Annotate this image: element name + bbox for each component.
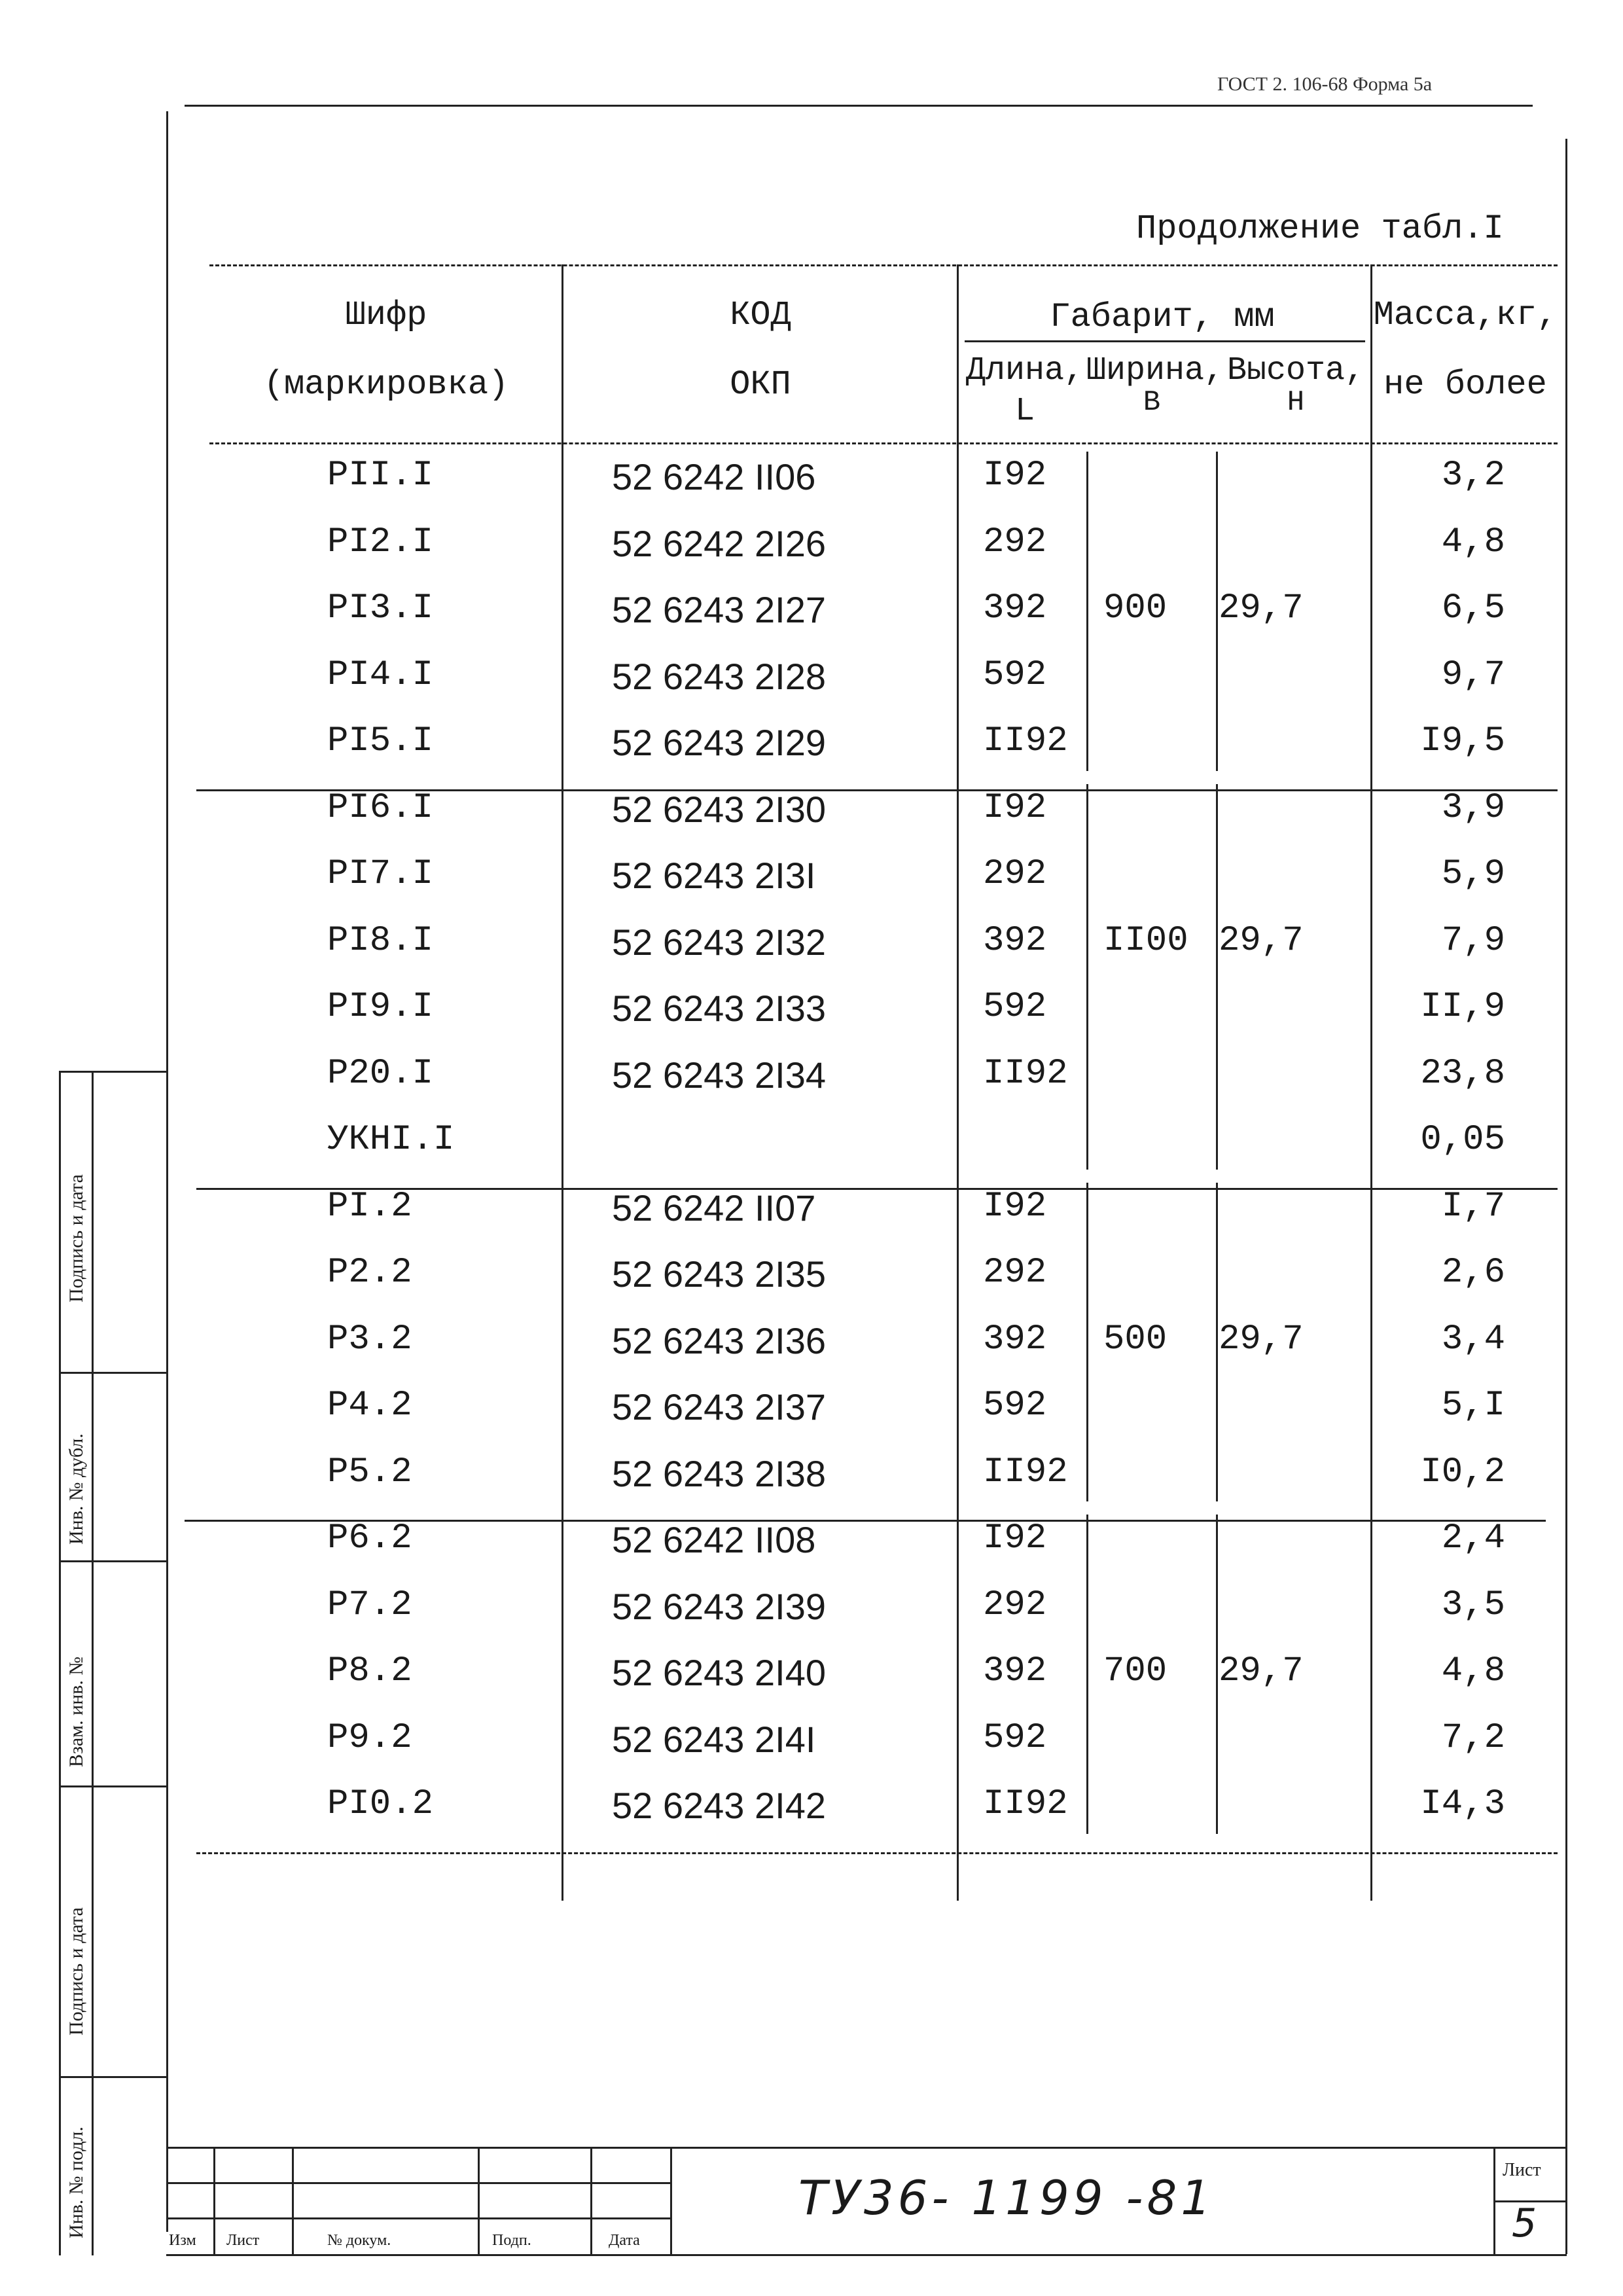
cell-mass: 3,4	[1441, 1319, 1505, 1359]
stamp-label-signature: Подп.	[492, 2232, 531, 2249]
cell-mass: I,7	[1441, 1186, 1505, 1227]
group-separator-line	[196, 1188, 1558, 1190]
col-sep-length-width	[1086, 1183, 1088, 1502]
cell-mass: 5,9	[1441, 854, 1505, 894]
cell-code: PI.2	[327, 1186, 412, 1227]
cell-code: PI6.I	[327, 787, 434, 828]
cell-mass: I0,2	[1420, 1452, 1505, 1492]
side-label-original-inv: Инв. № подл.	[65, 2126, 87, 2238]
cell-mass: 4,8	[1441, 1651, 1505, 1691]
tb-col-5	[670, 2147, 672, 2254]
cell-length: 392	[983, 1319, 1047, 1359]
col-sep-mass	[1370, 264, 1372, 1901]
side-label-signature-date-2: Подпись и дата	[65, 1907, 87, 2036]
cell-code: P6.2	[327, 1518, 412, 1558]
cell-code: P3.2	[327, 1319, 412, 1359]
cell-length: I92	[983, 1186, 1047, 1227]
header-length-symbol: L	[1014, 393, 1035, 430]
cell-length: II92	[983, 1784, 1068, 1824]
header-height: Высота,	[1226, 352, 1365, 389]
cell-length: 592	[983, 1386, 1047, 1426]
cell-okp: 52 6243 2I3I	[612, 855, 816, 896]
cell-mass: 5,I	[1441, 1386, 1505, 1426]
cell-mass: II,9	[1420, 987, 1505, 1027]
tb-col-2	[292, 2147, 294, 2254]
cell-mass: 7,2	[1441, 1717, 1505, 1758]
cell-code: PI9.I	[327, 987, 434, 1027]
header-width-symbol: B	[1143, 386, 1161, 419]
cell-code: PI4.I	[327, 655, 434, 695]
side-label-signature-date-1: Подпись и дата	[65, 1174, 87, 1302]
cell-okp: 52 6242 II06	[612, 456, 816, 497]
cell-okp: 52 6242 2I26	[612, 522, 826, 564]
cell-mass: 7,9	[1441, 920, 1505, 961]
document-code: ТУ36- 1199 -81	[798, 2170, 1215, 2225]
header-mass-line2: не более	[1383, 365, 1547, 404]
col-sep-length-width	[1086, 452, 1088, 771]
cell-okp: 52 6243 2I4I	[612, 1718, 816, 1760]
header-height-symbol: H	[1287, 386, 1305, 419]
side-label-duplicate-inv: Инв. № дубл.	[65, 1433, 87, 1545]
cell-code: P20.I	[327, 1053, 434, 1094]
cell-mass: 3,9	[1441, 787, 1505, 828]
group-height: 29,7	[1219, 920, 1304, 961]
tb-col-3	[478, 2147, 480, 2254]
header-bottom-line	[209, 442, 1558, 444]
cell-code: P7.2	[327, 1585, 412, 1625]
frame-left-line	[166, 111, 168, 2232]
title-block-row-line-2	[166, 2217, 670, 2219]
stamp-label-change: Изм	[169, 2232, 196, 2249]
cell-length: I92	[983, 456, 1047, 495]
stamp-label-date: Дата	[609, 2232, 640, 2249]
cell-okp: 52 6243 2I33	[612, 988, 826, 1029]
cell-mass: 3,2	[1441, 456, 1505, 495]
frame-bottom-line	[166, 2254, 1567, 2256]
cell-code: PI0.2	[327, 1784, 434, 1824]
header-okp-line2: ОКП	[730, 365, 791, 404]
cell-code: PI3.I	[327, 588, 434, 628]
col-sep-length-width	[1086, 1515, 1088, 1834]
col-sep-width-height	[1216, 1183, 1218, 1502]
col-sep-length-width	[1086, 784, 1088, 1170]
tb-col-4	[590, 2147, 592, 2254]
group-height: 29,7	[1219, 1319, 1304, 1359]
cell-okp: 52 6243 2I39	[612, 1585, 826, 1627]
cell-mass: 4,8	[1441, 522, 1505, 562]
cell-code: P5.2	[327, 1452, 412, 1492]
cell-length: II92	[983, 721, 1068, 761]
header-length: Длина,	[965, 352, 1084, 389]
header-code-line1: Шифр	[345, 296, 427, 334]
cell-mass: I4,3	[1420, 1784, 1505, 1824]
group-separator-line	[185, 1520, 1546, 1522]
cell-okp: 52 6243 2I27	[612, 589, 826, 630]
cell-length: 392	[983, 588, 1047, 628]
cell-okp: 52 6243 2I35	[612, 1253, 826, 1295]
cell-length: 292	[983, 522, 1047, 562]
cell-okp: 52 6243 2I34	[612, 1054, 826, 1096]
cell-code: PI7.I	[327, 854, 434, 894]
cell-code: PI2.I	[327, 522, 434, 562]
cell-okp: 52 6243 2I38	[612, 1452, 826, 1494]
cell-code: P4.2	[327, 1386, 412, 1426]
col-sep-width-height	[1216, 1515, 1218, 1834]
cell-length: 392	[983, 920, 1047, 961]
form-header: ГОСТ 2. 106-68 Форма 5а	[1217, 73, 1433, 95]
cell-okp: 52 6242 II07	[612, 1187, 816, 1229]
group-height: 29,7	[1219, 588, 1304, 628]
cell-mass: 2,6	[1441, 1253, 1505, 1293]
cell-code: PII.I	[327, 456, 434, 495]
title-block-row-line-1	[166, 2182, 670, 2184]
frame-top-line	[185, 105, 1533, 107]
header-okp-line1: КОД	[730, 296, 791, 334]
table-top-line	[209, 264, 1558, 266]
col-sep-width-height	[1216, 452, 1218, 771]
group-separator-line	[196, 1852, 1558, 1854]
cell-length: II92	[983, 1452, 1068, 1492]
group-separator-line	[196, 789, 1558, 791]
cell-okp: 52 6243 2I36	[612, 1319, 826, 1361]
cell-length: I92	[983, 1518, 1047, 1558]
side-stamp-line-3	[59, 1560, 166, 1562]
cell-mass: 0,05	[1420, 1120, 1505, 1160]
cell-code: PI8.I	[327, 920, 434, 961]
title-block-top-line	[166, 2147, 1567, 2149]
side-stamp-line-2	[59, 1372, 166, 1374]
cell-okp: 52 6242 II08	[612, 1519, 816, 1560]
cell-mass: 23,8	[1420, 1053, 1505, 1094]
stamp-label-doc-number: № докум.	[327, 2232, 391, 2249]
group-width: II00	[1103, 920, 1188, 961]
cell-code: PI5.I	[327, 721, 434, 761]
cell-length: 592	[983, 1717, 1047, 1758]
side-stamp-line-1	[59, 1071, 166, 1073]
cell-length: 292	[983, 1253, 1047, 1293]
cell-code: УКНI.I	[327, 1120, 455, 1160]
col-sep-okp	[957, 264, 959, 1901]
cell-okp: 52 6243 2I42	[612, 1785, 826, 1826]
dimensions-underline	[965, 340, 1365, 342]
cell-mass: 2,4	[1441, 1518, 1505, 1558]
cell-code: P9.2	[327, 1717, 412, 1758]
cell-mass: 3,5	[1441, 1585, 1505, 1625]
cell-length: 392	[983, 1651, 1047, 1691]
header-mass-line1: Масса,кг,	[1373, 296, 1558, 334]
continuation-title: Продолжение табл.I	[1136, 209, 1504, 248]
col-sep-code	[562, 264, 563, 1901]
side-stamp-line-4	[59, 1785, 166, 1787]
tb-col-1	[213, 2147, 215, 2254]
cell-okp: 52 6243 2I30	[612, 788, 826, 830]
header-width: Ширина,	[1086, 352, 1224, 389]
sheet-label: Лист	[1503, 2160, 1541, 2180]
cell-length: 292	[983, 1585, 1047, 1625]
cell-length: II92	[983, 1053, 1068, 1094]
side-stamp-line-5	[59, 2076, 166, 2078]
cell-code: P8.2	[327, 1651, 412, 1691]
stamp-label-sheet: Лист	[226, 2232, 260, 2249]
side-label-replace-inv: Взам. инв. №	[65, 1656, 87, 1767]
sheet-number: 5	[1512, 2200, 1537, 2246]
frame-right-line	[1565, 139, 1567, 2254]
cell-mass: 9,7	[1441, 655, 1505, 695]
cell-okp: 52 6243 2I32	[612, 921, 826, 963]
group-width: 500	[1103, 1319, 1168, 1359]
cell-mass: 6,5	[1441, 588, 1505, 628]
cell-okp: 52 6243 2I40	[612, 1652, 826, 1693]
group-width: 900	[1103, 588, 1168, 628]
cell-okp: 52 6243 2I37	[612, 1386, 826, 1427]
col-sep-width-height	[1216, 784, 1218, 1170]
cell-mass: I9,5	[1420, 721, 1505, 761]
header-dimensions: Габарит, мм	[1050, 298, 1275, 336]
group-width: 700	[1103, 1651, 1168, 1691]
cell-okp: 52 6243 2I29	[612, 722, 826, 763]
cell-length: 592	[983, 655, 1047, 695]
cell-okp: 52 6243 2I28	[612, 655, 826, 697]
cell-length: 292	[983, 854, 1047, 894]
cell-code: P2.2	[327, 1253, 412, 1293]
cell-length: I92	[983, 787, 1047, 828]
header-code-line2: (маркировка)	[263, 365, 509, 404]
group-height: 29,7	[1219, 1651, 1304, 1691]
cell-length: 592	[983, 987, 1047, 1027]
